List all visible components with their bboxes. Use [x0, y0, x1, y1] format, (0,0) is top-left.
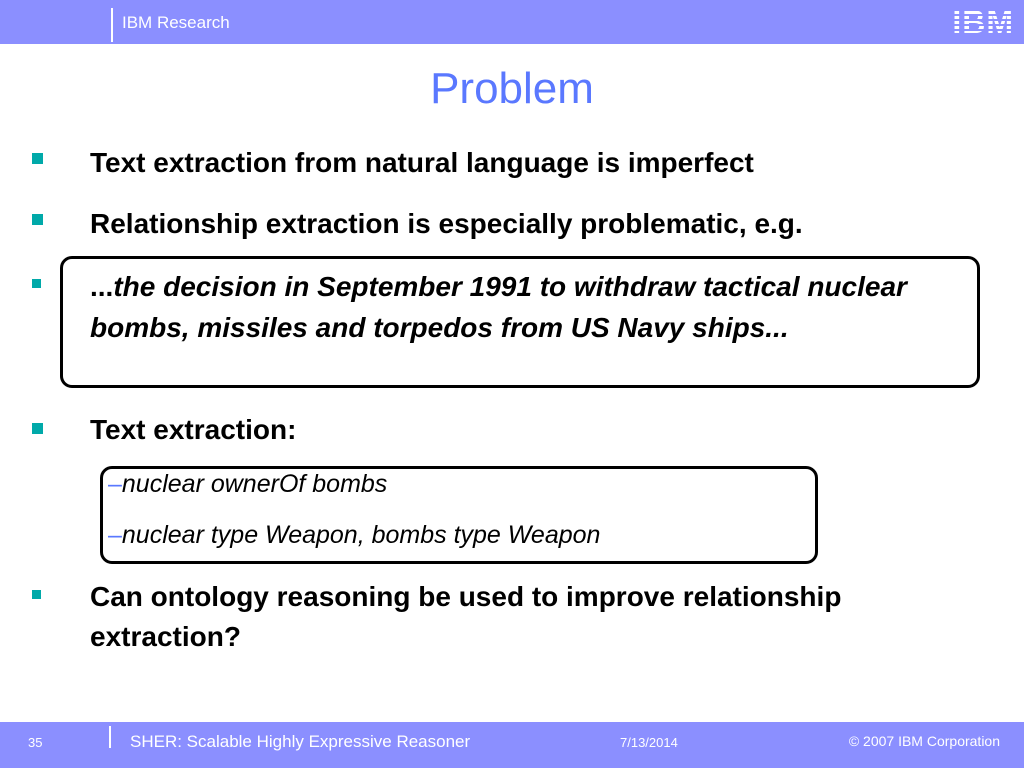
bullet-icon: [32, 423, 43, 434]
sub-item-2: [108, 521, 600, 550]
bullet-icon: [32, 590, 41, 599]
ibm-logo-icon: IBM: [952, 4, 1014, 40]
sub-item-text: nuclear ownerOf bombs: [121, 470, 388, 498]
bullet-icon: [32, 153, 43, 164]
dash-icon: –: [108, 470, 122, 498]
header-org: IBM Research: [122, 13, 230, 32]
final-bullet-text: Can ontology reasoning be used to improve relationship extraction?: [90, 581, 842, 652]
quote-prefix: ...: [90, 271, 114, 302]
text-extraction-label: Text extraction:: [90, 414, 297, 445]
header-divider: [111, 8, 113, 42]
footer-date: 7/13/2014: [620, 735, 678, 750]
bullet-text-1: Text extraction from natural language is imperfect: [90, 147, 754, 178]
footer-bar: [0, 722, 1024, 768]
quote-text: [90, 266, 970, 348]
footer-copyright: © 2007 IBM Corporation: [848, 733, 1000, 749]
slide-title: Problem: [430, 64, 594, 113]
footer-title: SHER: Scalable Highly Expressive Reasoner: [130, 732, 471, 751]
quote-italic: the decision in September 1991 to withdraw tactical nuclear bombs, missiles and torpedos from US Navy ships...: [90, 271, 907, 343]
dash-icon: –: [108, 521, 122, 549]
header-bar: [0, 0, 1024, 44]
footer-divider: [109, 726, 111, 748]
page-number: 35: [28, 735, 43, 750]
sub-item-1: [108, 470, 387, 499]
bullet-text-2: Relationship extraction is especially problematic, e.g.: [90, 208, 803, 239]
bullet-icon: [32, 279, 41, 288]
sub-item-text: nuclear type Weapon, bombs type Weapon: [121, 521, 601, 549]
bullet-icon: [32, 214, 43, 225]
